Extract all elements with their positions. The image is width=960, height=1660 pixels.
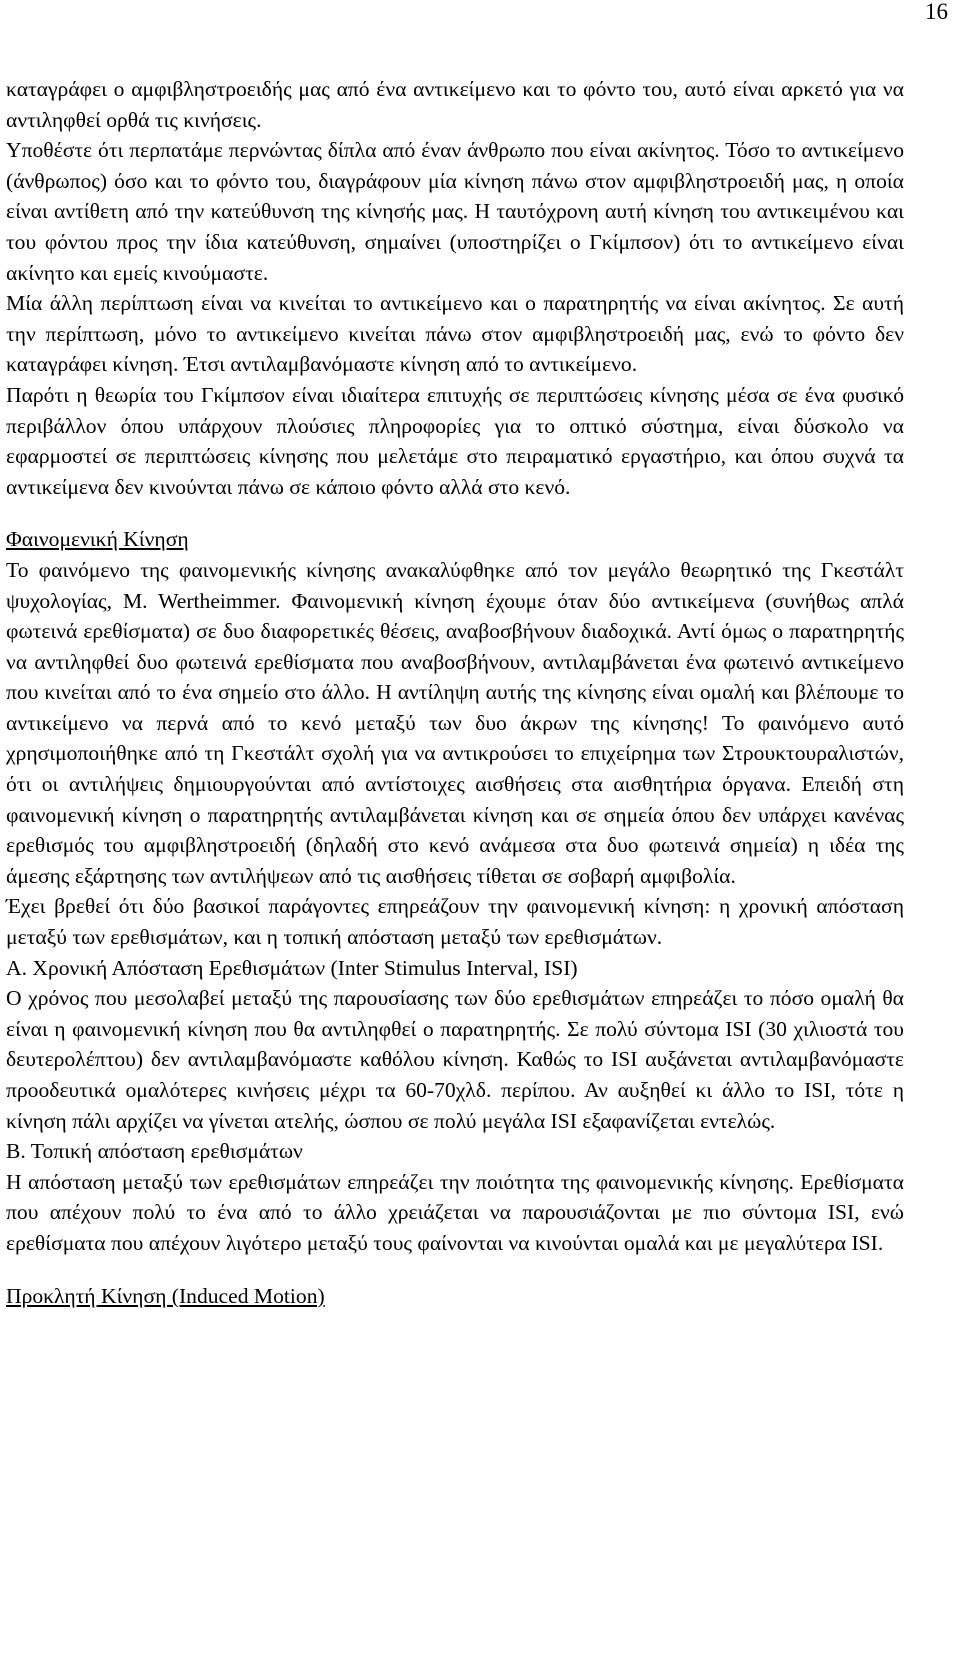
section-spacer [6,502,904,524]
paragraph-5: Το φαινόμενο της φαινομενικής κίνησης ανακαλύφθηκε από τον μεγάλο θεωρητικό της Γκεστάλτ ψυχολογίας, M. Wertheimmer. Φαινομενική κίνηση έχουμε όταν δύο αντικείμενα (συνήθως απλά φωτεινά ερεθίσματα) σε δυο διαφορετικές θέσεις, αναβοσβήνουν διαδοχικά. Αντί όμως ο παρατηρητής να αντιληφθεί δυο φωτεινά ερεθίσματα που αναβοσβήνουν, αντιλαμβάνεται ένα φωτεινό αντικείμενο που κινείται από το ένα σημείο στο άλλο. Η αντίληψη αυτής της κίνησης είναι ομαλή και βλέπουμε το αντικείμενο να περνά από το κενό μεταξύ των δυο άκρων της κίνησης! Το φαινόμενο αυτό χρησιμοποιήθηκε από τη Γκεστάλτ σχολή για να αντικρούσει το επιχείρημα των Στρουκτουραλιστών, ότι οι αντιλήψεις δημιουργούνται από αντίστοιχες αισθήσεις στα αισθητήρια όργανα. Επειδή στη φαινομενική κίνηση ο παρατηρητής αντιλαμβάνεται κίνηση και σε σημεία όπου δεν υπάρχει κανένας ερεθισμός του αμφιβληστροειδή (δηλαδή στο κενό ανάμεσα στα δυο φωτεινά σημεία) η ιδέα της άμεσης εξάρτησης των αντιλήψεων από τις αισθήσεις τίθεται σε σοβαρή αμφιβολία. [6,557,904,888]
paragraph-4: Παρότι η θεωρία του Γκίμπσον είναι ιδιαίτερα επιτυχής σε περιπτώσεις κίνησης μέσα σε ένα φυσικό περιβάλλον όπου υπάρχουν πλούσιες πληροφορίες για το οπτικό σύστημα, είναι δύσκολο να εφαρμοστεί σε περιπτώσεις κίνησης που μελετάμε στο πειραματικό εργαστήριο, και όπου συχνά τα αντικείμενα δεν κινούνται πάνω σε κάποιο φόντο αλλά στο κενό. [6,382,904,499]
paragraph-1: καταγράφει ο αμφιβληστροειδής μας από ένα αντικείμενο και το φόντο του, αυτό είναι αρκετό για να αντιληφθεί ορθά τις κινήσεις. [6,77,904,132]
section-heading-phenomenal-motion: Φαινομενική Κίνηση [6,527,189,552]
page-number: 16 [925,0,948,24]
paragraph-3: Μία άλλη περίπτωση είναι να κινείται το αντικείμενο και ο παρατηρητής να είναι ακίνητος. Σε αυτή την περίπτωση, μόνο το αντικείμενο κινείται πάνω στον αμφιβληστροειδή μας, ενώ το φόντο δεν καταγράφει κίνηση. Έτσι αντιλαμβανόμαστε κίνηση από το αντικείμενο. [6,291,904,377]
section-heading-induced-motion: Προκλητή Κίνηση (Induced Motion) [6,1283,325,1308]
document-body [6,74,904,1311]
paragraph-8: Η απόσταση μεταξύ των ερεθισμάτων επηρεάζει την ποιότητα της φαινομενικής κίνησης. Ερεθίσματα που απέχουν πολύ το ένα από το άλλο χρειάζεται να παρουσιάζονται με πιο σύντομα ISI, ενώ ερεθίσματα που απέχουν λιγότερο μεταξύ τους φαίνονται να κινούνται ομαλά και με μεγαλύτερα ISI. [6,1169,904,1255]
paragraph-6: Έχει βρεθεί ότι δύο βασικοί παράγοντες επηρεάζουν την φαινομενική κίνηση: η χρονική απόσταση μεταξύ των ερεθισμάτων, και η τοπική απόσταση μεταξύ των ερεθισμάτων. [6,894,904,950]
paragraph-2: Υποθέστε ότι περπατάμε περνώντας δίπλα από έναν άνθρωπο που είναι ακίνητος. Τόσο το αντικείμενο (άνθρωπος) όσο και το φόντο του, διαγράφουν μία κίνηση πάνω στον αμφιβληστροειδή μας, η οποία είναι αντίθετη από την κατεύθυνση της κίνησής μας. Η ταυτόχρονη αυτή κίνηση του αντικειμένου και του φόντου προς την ίδια κατεύθυνση, σημαίνει (υποστηρίζει ο Γκίμπσον) ότι το αντικείμενο είναι ακίνητο και εμείς κινούμαστε. [6,138,904,285]
section-spacer [6,1259,904,1281]
paragraph-7: Ο χρόνος που μεσολαβεί μεταξύ της παρουσίασης των δύο ερεθισμάτων επηρεάζει το πόσο ομαλή θα είναι η φαινομενική κίνηση που θα αντιληφθεί ο παρατηρητής. Σε πολύ σύντομα ISI (30 χιλιοστά του δευτερολέπτου) δεν αντιλαμβανόμαστε καθόλου κίνηση. Καθώς το ISI αυξάνεται αντιλαμβανόμαστε προοδευτικά ομαλότερες κινήσεις μέχρι τα 60-70χλδ. περίπου. Αν αυξηθεί κι άλλο το ISI, τότε η κίνηση πάλι αρχίζει να γίνεται ατελής, ώσπου σε πολύ μεγάλα ISI εξαφανίζεται εντελώς. [6,986,904,1133]
subheading-b: Β. Τοπική απόσταση ερεθισμάτων [6,1139,303,1164]
subheading-a: Α. Χρονική Απόσταση Ερεθισμάτων (Inter Stimulus Interval, ISI) [6,955,578,980]
